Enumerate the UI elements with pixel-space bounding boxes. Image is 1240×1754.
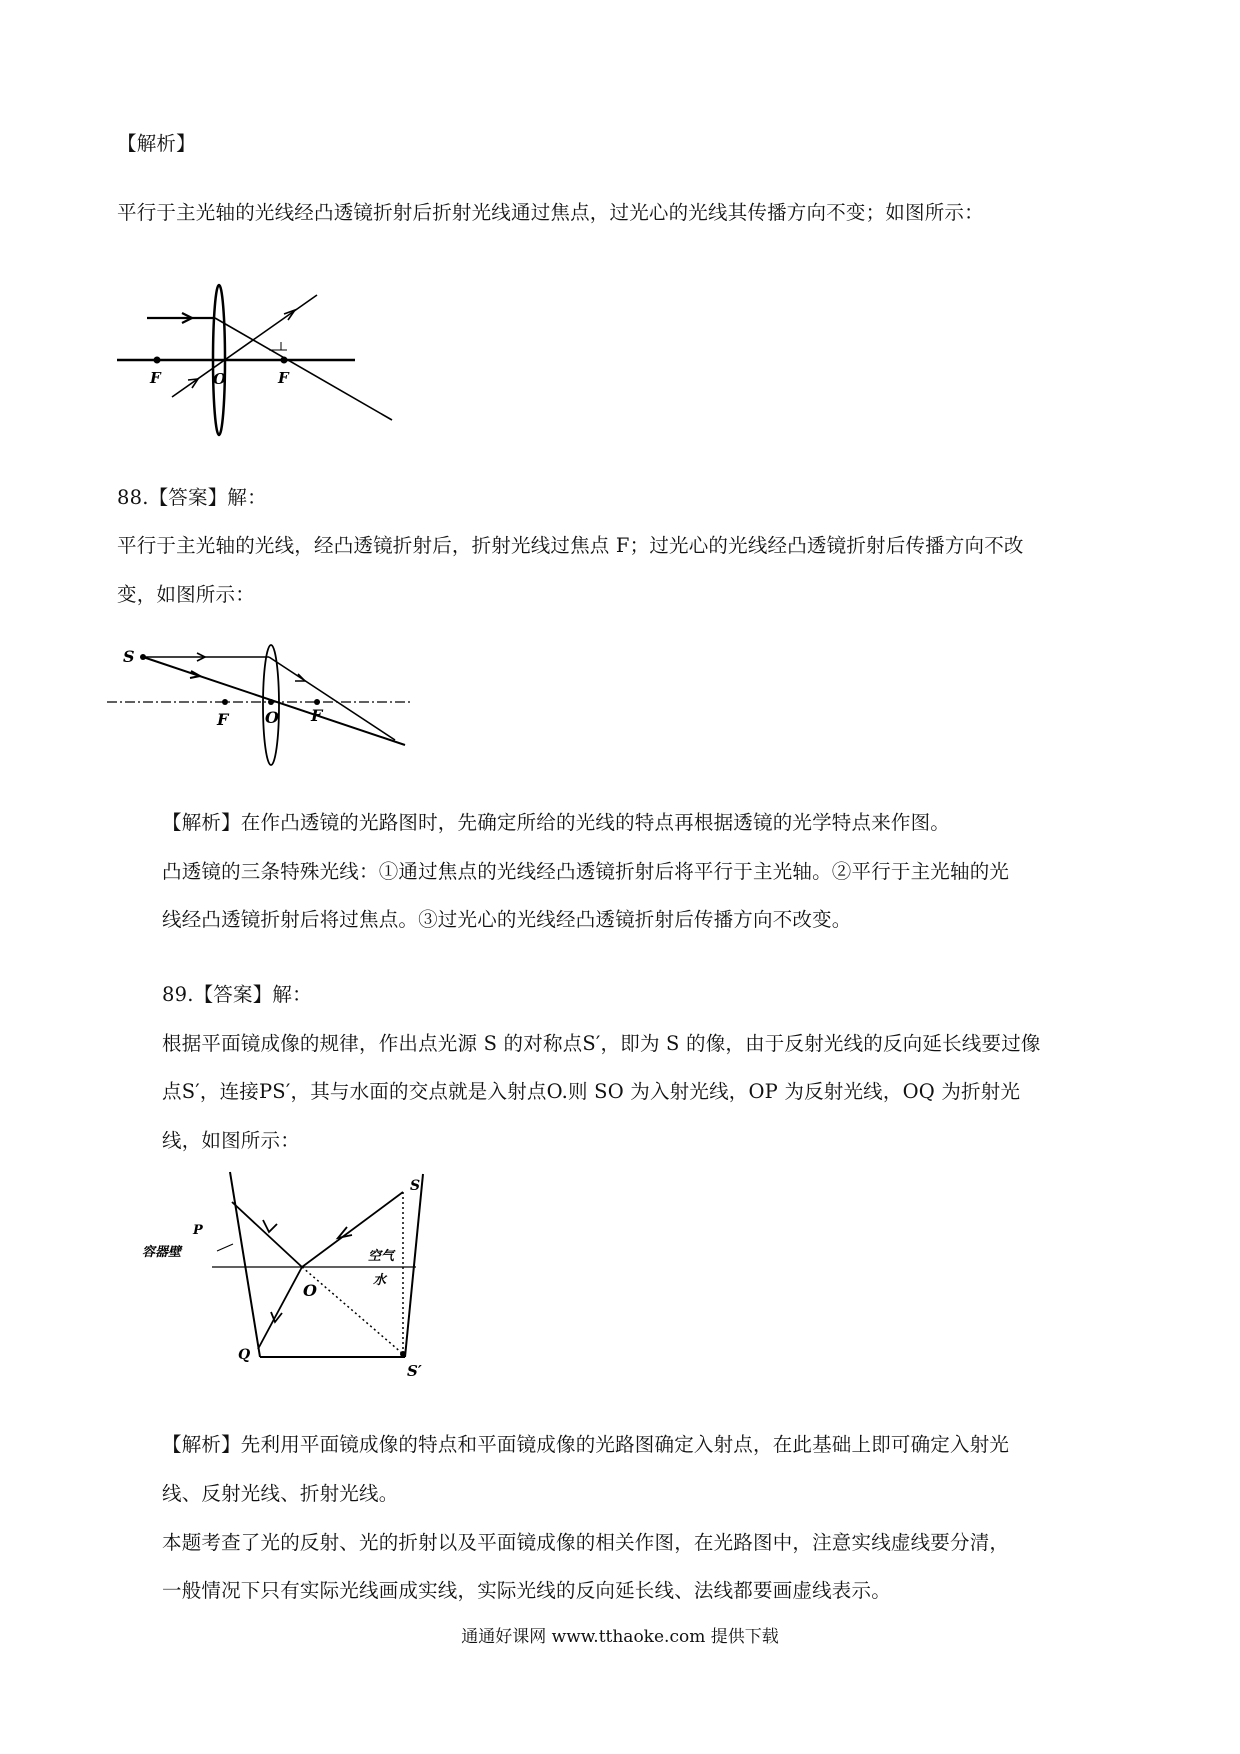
analysis-heading: 【解析】 — [117, 132, 196, 155]
svg-text:O: O — [265, 708, 279, 727]
convex-lens-diagram-1 — [112, 280, 392, 450]
svg-text:水: 水 — [373, 1273, 387, 1288]
page-footer: 通通好课网 www.tthaoke.com 提供下载 — [461, 1627, 779, 1647]
svg-text:S: S — [123, 647, 135, 666]
q89-analysis-line4: 一般情况下只有实际光线画成实线，实际光线的反向延长线、法线都要画虚线表示。 — [162, 1579, 891, 1602]
svg-text:P: P — [193, 1223, 203, 1238]
q89-analysis-line1: 【解析】先利用平面镜成像的特点和平面镜成像的光路图确定入射点，在此基础上即可确定入射光 — [162, 1433, 1010, 1456]
reflected-ray — [232, 1202, 302, 1267]
optical-center — [268, 699, 274, 705]
svg-text:S: S — [410, 1178, 421, 1194]
refraction-reflection-diagram — [142, 1162, 455, 1392]
label-o: O — [213, 370, 227, 388]
refracted-ray — [215, 318, 392, 420]
q88-heading: 88.【答案】解： — [117, 486, 267, 509]
focus-right — [314, 699, 320, 705]
svg-text:F: F — [217, 710, 229, 729]
incident-ray-parallel — [147, 313, 215, 323]
svg-text:O: O — [303, 1281, 317, 1300]
q88-line2: 变，如图所示： — [117, 583, 255, 606]
focus-point-left — [154, 357, 161, 364]
label-f-left: F — [150, 369, 161, 387]
analysis-text: 平行于主光轴的光线经凸透镜折射后折射光线通过焦点，过光心的光线其传播方向不变；如图所示： — [117, 201, 984, 224]
q89-heading: 89.【答案】解： — [162, 983, 312, 1006]
svg-text:S′: S′ — [407, 1362, 422, 1380]
ray-through-center — [143, 657, 405, 745]
label-f-right: F — [278, 369, 289, 387]
focus-left — [222, 699, 228, 705]
q89-analysis-line2: 线、反射光线、折射光线。 — [162, 1482, 399, 1505]
ps-prime-dashed — [302, 1267, 403, 1354]
q88-analysis-line2: 凸透镜的三条特殊光线：①通过焦点的光线经凸透镜折射后将平行于主光轴。②平行于主光轴的光 — [162, 860, 1010, 883]
wall-leader — [217, 1244, 233, 1251]
q89-line1: 根据平面镜成像的规律，作出点光源 S 的对称点S′，即为 S 的像，由于反射光线的反向延长线要过像 — [162, 1032, 1041, 1055]
focus-point-right — [281, 357, 288, 364]
q88-line1: 平行于主光轴的光线，经凸透镜折射后，折射光线过焦点 F；过光心的光线经凸透镜折射后传播方向不改 — [117, 534, 1024, 557]
q89-analysis-line3: 本题考查了光的反射、光的折射以及平面镜成像的相关作图，在光路图中，注意实线虚线要分清， — [162, 1531, 1010, 1554]
convex-lens-diagram-2 — [105, 635, 425, 765]
q89-line3: 线，如图所示： — [162, 1129, 300, 1152]
q89-line2: 点S′，连接PS′，其与水面的交点就是入射点O.则 SO 为入射光线，OP 为反射光线，OQ 为折射光 — [162, 1080, 1021, 1103]
refracted-ray — [258, 1267, 302, 1349]
q88-analysis-line1: 【解析】在作凸透镜的光路图时，先确定所给的光线的特点再根据透镜的光学特点来作图。 — [162, 811, 951, 834]
svg-text:Q: Q — [238, 1347, 251, 1363]
q88-analysis-line3: 线经凸透镜折射后将过焦点。③过光心的光线经凸透镜折射后传播方向不改变。 — [162, 908, 852, 931]
svg-text:空气: 空气 — [368, 1249, 395, 1264]
svg-text:容器壁: 容器壁 — [142, 1245, 182, 1260]
svg-text:F: F — [311, 706, 323, 725]
ray-through-center — [172, 295, 317, 397]
